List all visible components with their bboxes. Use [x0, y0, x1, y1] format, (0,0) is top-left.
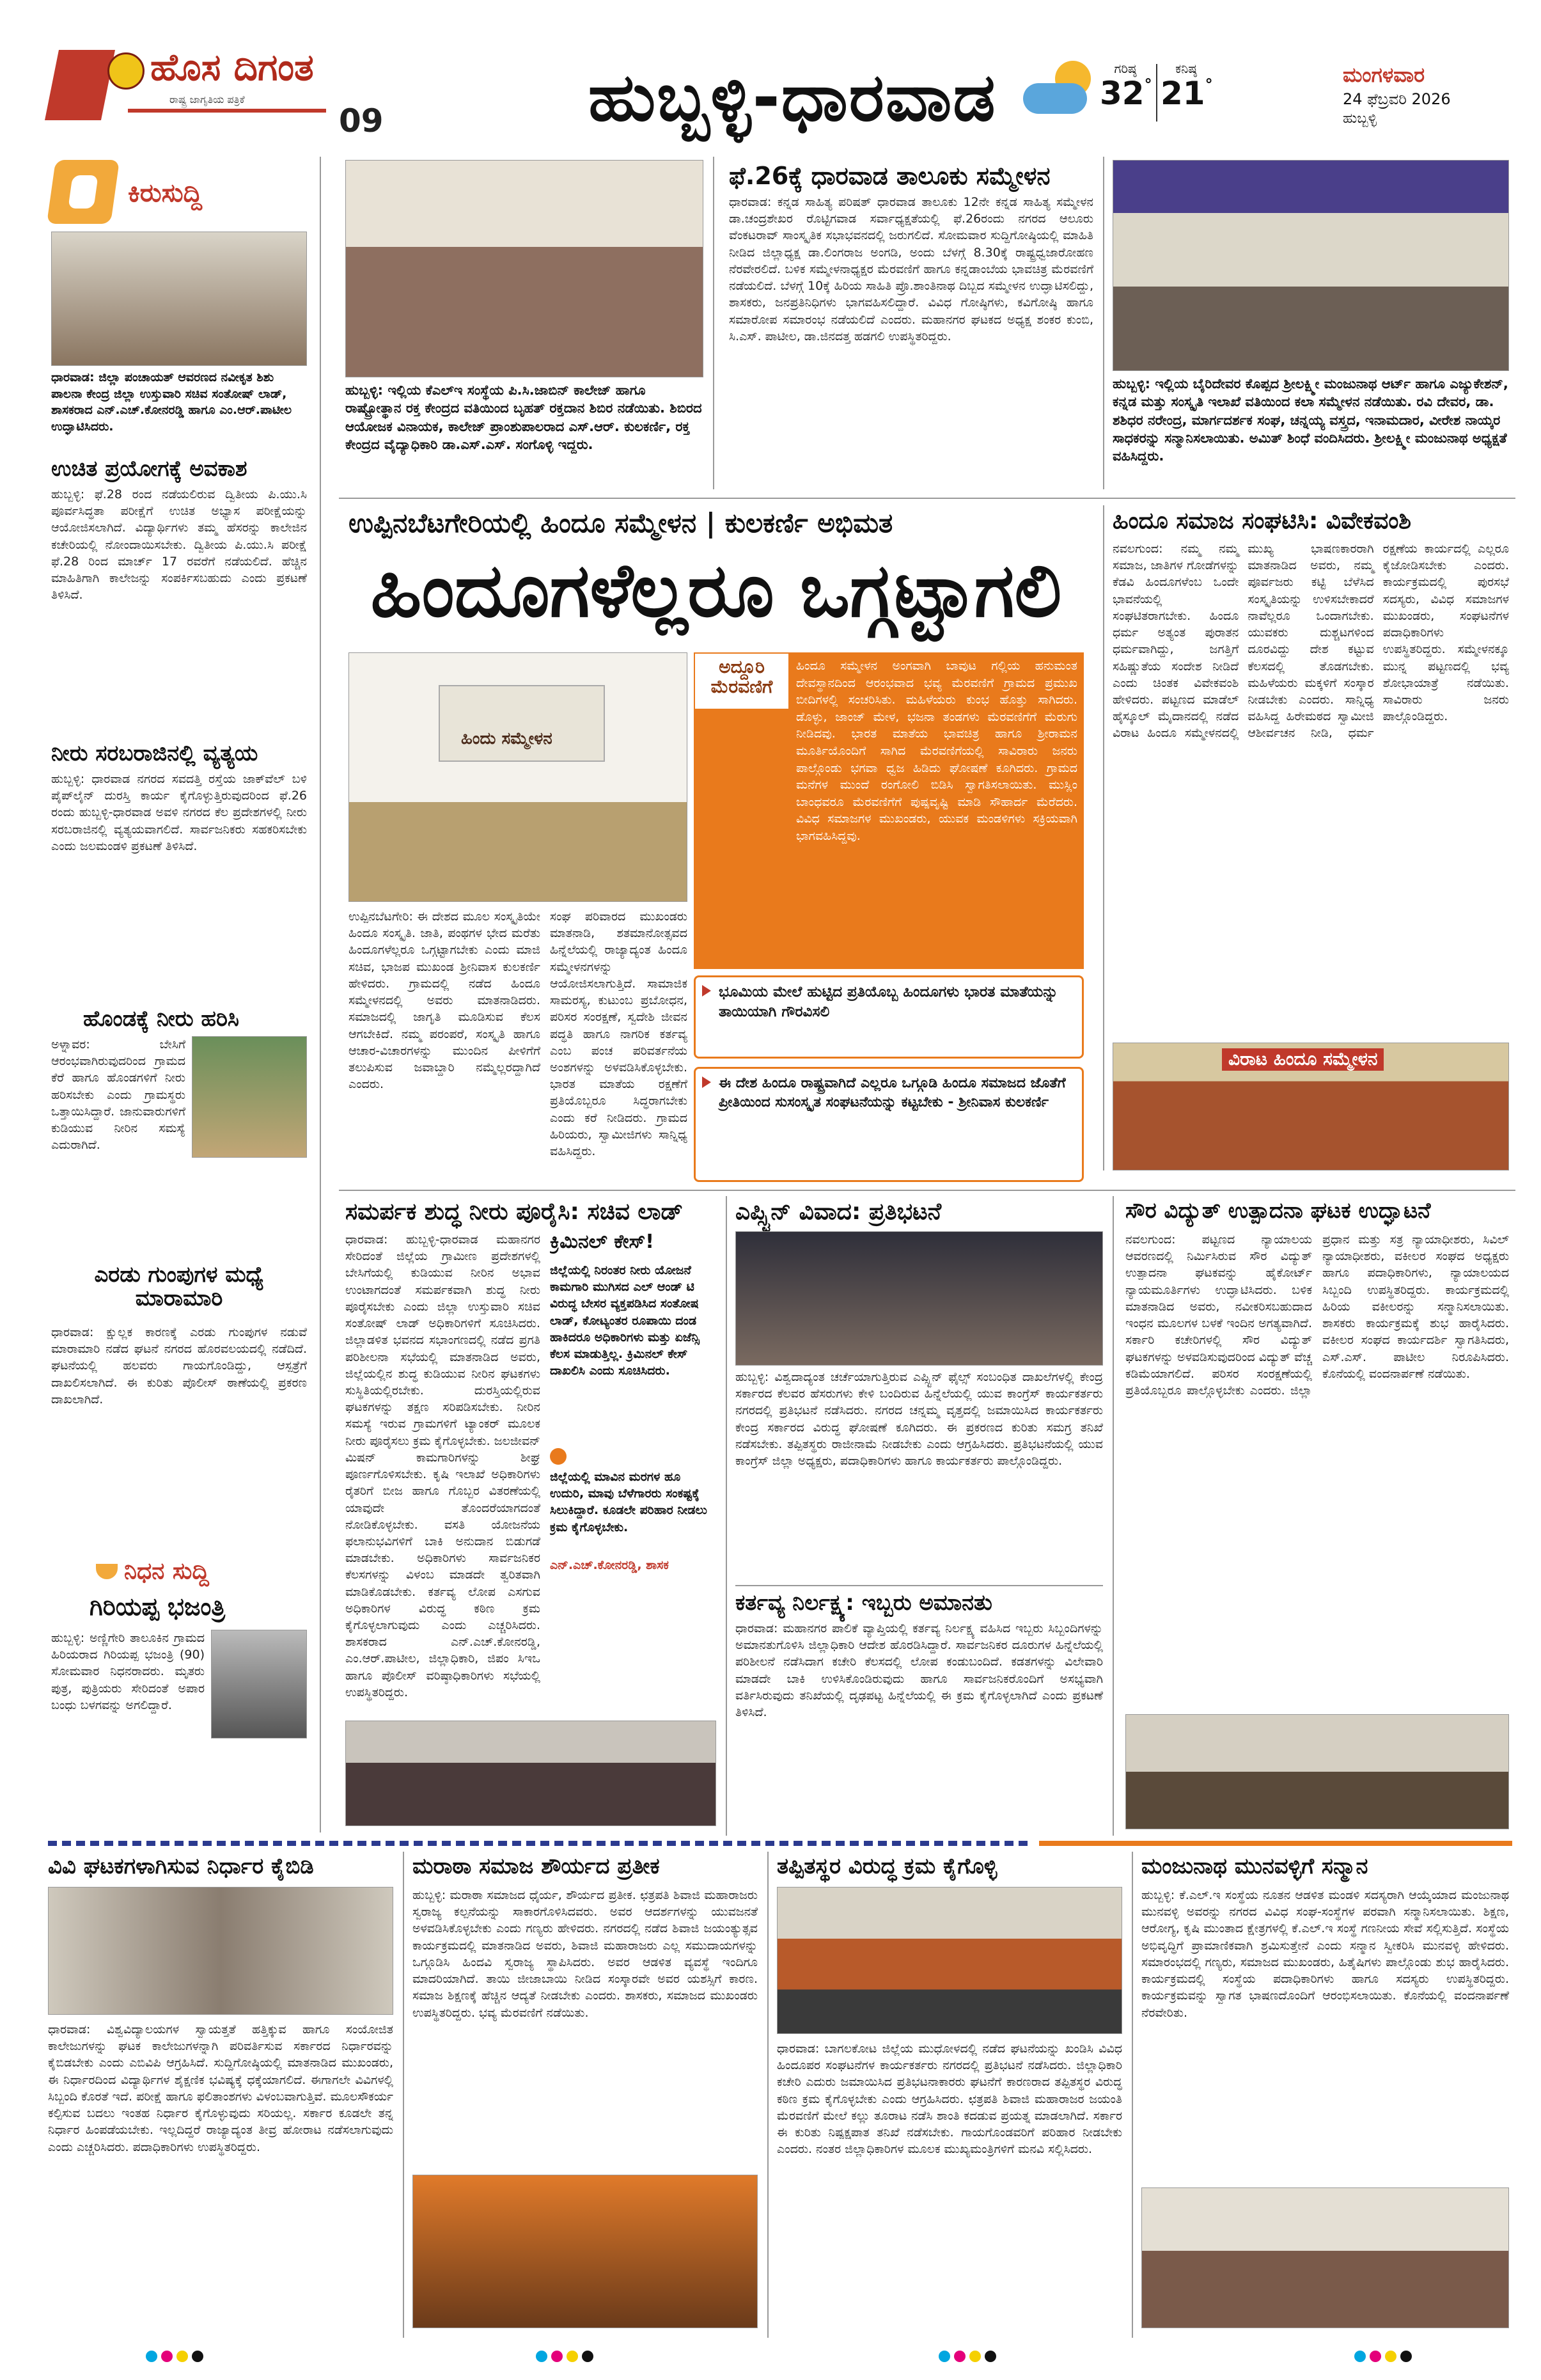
- quote-2-text: ಈ ದೇಶ ಹಿಂದೂ ರಾಷ್ಟ್ರವಾಗಿದೆ ಎಲ್ಲರೂ ಒಗ್ಗೂಡಿ ಹಿಂದೂ ಸಮಾಜದ ಜೊತೆಗೆ ಪ್ರೀತಿಯಿಂದ ಸುಸಂಸ್ಕೃತ ಸಂಘಟನೆಯನ್ನು ಕಟ್ಟಬೇಕು - ಶ್ರೀನಿವಾಸ ಕುಲಕರ್ಣಿ: [719, 1075, 1066, 1110]
- lead-body-a: ಉಪ್ಪಿನಬೆಟಗೇರಿ: ಈ ದೇಶದ ಮೂಲ ಸಂಸ್ಕೃತಿಯೇ ಹಿಂದೂ ಸಂಸ್ಕೃತಿ. ಜಾತಿ, ಪಂಥಗಳ ಭೇದ ಮರೆತು ಹಿಂದೂಗಳೆಲ್ಲರೂ ಒಗ್ಗಟ್ಟಾಗಬೇಕು ಎಂದು ಮಾಜಿ ಸಚಿವ, ಭಾಜಪ ಮುಖಂಡ ಶ್ರೀನಿವಾಸ ಕುಲಕರ್ಣಿ ಹೇಳಿದರು. ಗ್ರಾಮದಲ್ಲಿ ನಡೆದ ಹಿಂದೂ ಸಮ್ಮೇಳನದಲ್ಲಿ ಅವರು ಮಾತನಾಡಿದರು. ಸಮಾಜದಲ್ಲಿ ಜಾಗೃತಿ ಮೂಡಿಸುವ ಕೆಲಸ ಆಗಬೇಕಿದೆ. ನಮ್ಮ ಪರಂಪರೆ, ಸಂಸ್ಕೃತಿ ಹಾಗೂ ಆಚಾರ-ವಿಚಾರಗಳನ್ನು ಮುಂದಿನ ಪೀಳಿಗೆಗೆ ತಲುಪಿಸುವ ಜವಾಬ್ದಾರಿ ನಮ್ಮೆಲ್ಲರದ್ದಾಗಿದೆ ಎಂದರು.: [348, 910, 540, 1092]
- left-s3-body: ಅಳ್ನಾವರ: ಬೇಸಿಗೆ ಆರಂಭವಾಗಿರುವುದರಿಂದ ಗ್ರಾಮದ ಕೆರೆ ಹಾಗೂ ಹೊಂಡಗಳಿಗೆ ನೀರು ಹರಿಸಬೇಕು ಎಂದು ಗ್ರಾಮಸ್ಥರು ಒತ್ತಾಯಿಸಿದ್ದಾರೆ. ಜಾನುವಾರುಗಳಿಗೆ ಕುಡಿಯುವ ನೀರಿನ ಸಮಸ್ಯೆ ಎದುರಾಗಿದೆ.: [51, 1037, 185, 1153]
- epstein-head: ಎಪ್ಸ್ಟಿನ್ ವಿವಾದ: ಪ್ರತಿಭಟನೆ: [735, 1199, 942, 1225]
- quote-marker-icon: [702, 985, 711, 997]
- sun-cloud-icon: [1023, 61, 1093, 125]
- left-s3-head: ಹೊಂಡಕ್ಕೆ ನೀರು ಹರಿಸಿ: [83, 1006, 239, 1032]
- top-c1-caption: ಹುಬ್ಬಳ್ಳಿ: ಇಲ್ಲಿಯ ಕೆಎಲ್‌ಇ ಸಂಸ್ಥೆಯ ಪಿ.ಸಿ.ಜಾಬಿನ್ ಕಾಲೇಜ್ ಹಾಗೂ ರಾಷ್ಟ್ರೋತ್ಥಾನ ರಕ್ತ ಕೇಂದ್ರದ ವತಿಯಿಂದ ಬೃಹತ್ ರಕ್ತದಾನ ಶಿಬಿರ ನಡೆಯಿತು. ಶಿಬಿರದ ಆಯೋಜಕ ವಿನಾಯಕ, ಕಾಲೇಜ್ ಪ್ರಾಂಶುಪಾಲರಾದ ಎಸ್.ಆರ್. ಕುಲಕರ್ಣಿ, ರಕ್ತ ಕೇಂದ್ರದ ವೈದ್ಯಾಧಿಕಾರಿ ಡಾ.ಎಸ್.ಎಸ್. ಸಂಗೊಳ್ಳಿ ಇದ್ದರು.: [345, 382, 702, 453]
- top-c3-photo: [1113, 160, 1509, 371]
- quote-box-2: [694, 1067, 1084, 1182]
- nidhana-body: ಹುಬ್ಬಳ್ಳಿ: ಅಣ್ಣಿಗೇರಿ ತಾಲೂಕಿನ ಗ್ರಾಮದ ಹಿರಿಯರಾದ ಗಿರಿಯಪ್ಪ ಭಜಂತ್ರಿ (90) ಸೋಮವಾರ ನಿಧನರಾದರು. ಮೃತರು ಪುತ್ರ, ಪುತ್ರಿಯರು ಸೇರಿದಂತೆ ಅಪಾರ ಬಂಧು ಬಳಗವನ್ನು ಅಗಲಿದ್ದಾರೆ.: [51, 1631, 205, 1712]
- vivek-body: ನವಲಗುಂದ: ನಮ್ಮ ನಮ್ಮ ಸಮಾಜ, ಜಾತಿಗಳ ಗೋಡೆಗಳನ್ನು ಕೆಡವಿ ಹಿಂದೂಗಳೆಂಬ ಒಂದೇ ಭಾವನೆಯಲ್ಲಿ ಸಂಘಟಿತರಾಗಬೇಕು. ಹಿಂದೂ ಧರ್ಮ ಅತ್ಯಂತ ಪುರಾತನ ಧರ್ಮವಾಗಿದ್ದು, ಜಗತ್ತಿಗೆ ಸಹಿಷ್ಣುತೆಯ ಸಂದೇಶ ನೀಡಿದೆ ಎಂದು ಚಿಂತಕ ವಿವೇಕವಂಶಿ ಹೇಳಿದರು. ಪಟ್ಟಣದ ಮಾಡೆಲ್ ಹೈಸ್ಕೂಲ್ ಮೈದಾನದಲ್ಲಿ ನಡೆದ ವಿರಾಟ ಹಿಂದೂ ಸಮ್ಮೇಳನದಲ್ಲಿ ಮುಖ್ಯ ಭಾಷಣಕಾರರಾಗಿ ಮಾತನಾಡಿದ ಅವರು, ನಮ್ಮ ಪೂರ್ವಜರು ಕಟ್ಟಿ ಬೆಳೆಸಿದ ಸಂಸ್ಕೃತಿಯನ್ನು ಉಳಿಸಬೇಕಾದರೆ ನಾವೆಲ್ಲರೂ ಒಂದಾಗಬೇಕು. ಯುವಕರು ದುಶ್ಚಟಗಳಿಂದ ದೂರವಿದ್ದು ದೇಶ ಕಟ್ಟುವ ಕೆಲಸದಲ್ಲಿ ತೊಡಗಬೇಕು. ಮಹಿಳೆಯರು ಮಕ್ಕಳಿಗೆ ಸಂಸ್ಕಾರ ನೀಡಬೇಕು ಎಂದರು. ಸಾನ್ನಿಧ್ಯ ವಹಿಸಿದ್ದ ಹಿರೇಮಠದ ಸ್ವಾಮೀಜಿ ಆಶೀರ್ವಚನ ನೀಡಿ, ಧರ್ಮ ರಕ್ಷಣೆಯ ಕಾರ್ಯದಲ್ಲಿ ಎಲ್ಲರೂ ಕೈಜೋಡಿಸಬೇಕು ಎಂದರು. ಕಾರ್ಯಕ್ರಮದಲ್ಲಿ ಪುರಸಭೆ ಸದಸ್ಯರು, ವಿವಿಧ ಸಮಾಜಗಳ ಮುಖಂಡರು, ಸಂಘಟನೆಗಳ ಪದಾಧಿಕಾರಿಗಳು ಉಪಸ್ಥಿತರಿದ್ದರು. ಸಮ್ಮೇಳನಕ್ಕೂ ಮುನ್ನ ಪಟ್ಟಣದಲ್ಲಿ ಭವ್ಯ ಶೋಭಾಯಾತ್ರೆ ನಡೆಯಿತು. ಸಾವಿರಾರು ಜನರು ಪಾಲ್ಗೊಂಡಿದ್ದರು.: [1113, 542, 1509, 741]
- min-temp: ಕನಿಷ್ಠ 21°: [1161, 61, 1213, 112]
- bottom-b2: ಹುಬ್ಬಳ್ಳಿ: ಮರಾಠಾ ಸಮಾಜದ ಧೈರ್ಯ, ಶೌರ್ಯದ ಪ್ರತೀಕ. ಛತ್ರಪತಿ ಶಿವಾಜಿ ಮಹಾರಾಜರು ಸ್ವರಾಜ್ಯ ಕಲ್ಪನೆಯನ್ನು ಸಾಕಾರಗೊಳಿಸಿದವರು. ಅವರ ಆದರ್ಶಗಳನ್ನು ಯುವಜನತೆ ಅಳವಡಿಸಿಕೊಳ್ಳಬೇಕು ಎಂದು ಗಣ್ಯರು ಹೇಳಿದರು. ನಗರದಲ್ಲಿ ನಡೆದ ಶಿವಾಜಿ ಜಯಂತ್ಯುತ್ಸವ ಕಾರ್ಯಕ್ರಮದಲ್ಲಿ ಮಾತನಾಡಿದ ಅವರು, ಶಿವಾಜಿ ಮಹಾರಾಜರು ಎಲ್ಲ ಸಮುದಾಯಗಳನ್ನು ಒಗ್ಗೂಡಿಸಿ ಹಿಂದವಿ ಸ್ವರಾಜ್ಯ ಸ್ಥಾಪಿಸಿದರು. ಅವರ ಆಡಳಿತ ವ್ಯವಸ್ಥೆ ಇಂದಿಗೂ ಮಾದರಿಯಾಗಿದೆ. ತಾಯಿ ಜೀಜಾಬಾಯಿ ನೀಡಿದ ಸಂಸ್ಕಾರವೇ ಅವರ ಯಶಸ್ಸಿಗೆ ಕಾರಣ. ಸಮಾಜ ಶಿಕ್ಷಣಕ್ಕೆ ಹೆಚ್ಚಿನ ಆದ್ಯತೆ ನೀಡಬೇಕು ಎಂದರು. ಶಾಸಕರು, ಸಮಾಜದ ಮುಖಂಡರು ಉಪಸ್ಥಿತರಿದ್ದರು. ಭವ್ಯ ಮೆರವಣಿಗೆ ನಡೆಯಿತು.: [412, 1888, 758, 2020]
- finger-icon: [47, 160, 120, 224]
- nidhana-badge: ನಿಧನ ಸುದ್ದಿ: [96, 1557, 307, 1589]
- bottom-photo-3: [777, 1887, 1122, 2034]
- mango-body: ಜಿಲ್ಲೆಯಲ್ಲಿ ಮಾವಿನ ಮರಗಳ ಹೂ ಉದುರಿ, ಮಾವು ಬೆಳೆಗಾರರು ಸಂಕಷ್ಟಕ್ಕೆ ಸಿಲುಕಿದ್ದಾರೆ. ಕೂಡಲೇ ಪರಿಹಾರ ನೀಡಲು ಕ್ರಮ ಕೈಗೊಳ್ಳಬೇಕು.: [550, 1470, 707, 1534]
- mango-icon: [550, 1448, 567, 1465]
- mango-box: [550, 1446, 716, 1580]
- kirusuddi-label: ಕಿರುಸುದ್ದಿ: [128, 178, 203, 208]
- lamp-icon: [96, 1564, 118, 1579]
- left-photo-caption: ಧಾರವಾಡ: ಜಿಲ್ಲಾ ಪಂಚಾಯತ್ ಆವರಣದ ನವೀಕೃತ ಶಿಶು ಪಾಲನಾ ಕೇಂದ್ರ ಜಿಲ್ಲಾ ಉಸ್ತುವಾರಿ ಸಚಿವ ಸಂತೋಷ್ ಲಾಡ್, ಶಾಸಕರಾದ ಎನ್.ಎಚ್.ಕೋನರಡ್ಡಿ ಹಾಗೂ ಎಂ.ಆರ್.ಪಾಟೀಲ ಉದ್ಘಾಟಿಸಿದರು.: [51, 370, 292, 434]
- left-s4-head: ಎರಡು ಗುಂಪುಗಳ ಮಧ್ಯೆ ಮಾರಾಮಾರಿ: [94, 1262, 264, 1312]
- top-c2-head: ಫೆ.26ಕ್ಕೆ ಧಾರವಾಡ ತಾಲೂಕು ಸಮ್ಮೇಳನ: [729, 162, 1051, 190]
- nidhana-name: ಗಿರಿಯಪ್ಪ ಭಜಂತ್ರಿ: [90, 1593, 226, 1621]
- procession-label: ಅದ್ದೂರಿ ಮೆರವಣಿಗೆ: [710, 656, 773, 697]
- vivek-banner: ವಿರಾಟ ಹಿಂದೂ ಸಮ್ಮೇಳನ: [1222, 1048, 1384, 1071]
- epstein-body: ಹುಬ್ಬಳ್ಳಿ: ವಿಶ್ವದಾದ್ಯಂತ ಚರ್ಚೆಯಾಗುತ್ತಿರುವ ಎಪ್ಸ್ಟಿನ್ ಫೈಲ್ಸ್ ಸಂಬಂಧಿತ ದಾಖಲೆಗಳಲ್ಲಿ ಕೇಂದ್ರ ಸರ್ಕಾರದ ಕೆಲವರ ಹೆಸರುಗಳು ಕೇಳಿ ಬಂದಿರುವ ಹಿನ್ನೆಲೆಯಲ್ಲಿ ಯುವ ಕಾಂಗ್ರೆಸ್ ಕಾರ್ಯಕರ್ತರು ನಗರದಲ್ಲಿ ಪ್ರತಿಭಟನೆ ನಡೆಸಿದರು. ನಗರದ ಚನ್ನಮ್ಮ ವೃತ್ತದಲ್ಲಿ ಜಮಾಯಿಸಿದ ಕಾರ್ಯಕರ್ತರು ಕೇಂದ್ರ ಸರ್ಕಾರದ ವಿರುದ್ಧ ಘೋಷಣೆ ಕೂಗಿದರು. ಈ ಪ್ರಕರಣದ ಕುರಿತು ಸಮಗ್ರ ತನಿಖೆ ನಡೆಸಬೇಕು. ತಪ್ಪಿತಸ್ಥರು ರಾಜೀನಾಮೆ ನೀಡಬೇಕು ಎಂದು ಆಗ್ರಹಿಸಿದರು. ಪ್ರತಿಭಟನೆಯಲ್ಲಿ ಯುವ ಕಾಂಗ್ರೆಸ್ ಜಿಲ್ಲಾ ಅಧ್ಯಕ್ಷರು, ಪದಾಧಿಕಾರಿಗಳು ಹಾಗೂ ಕಾರ್ಯಕರ್ತರು ಪಾಲ್ಗೊಂಡಿದ್ದರು.: [735, 1370, 1103, 1469]
- bottom-photo-2: [412, 2175, 758, 2328]
- lead-body-b: ಸಂಘ ಪರಿವಾರದ ಮುಖಂಡರು ಮಾತನಾಡಿ, ಶತಮಾನೋತ್ಸವದ ಹಿನ್ನೆಲೆಯಲ್ಲಿ ರಾಜ್ಯಾದ್ಯಂತ ಹಿಂದೂ ಸಮ್ಮೇಳನಗಳನ್ನು ಆಯೋಜಿಸಲಾಗುತ್ತಿದೆ. ಸಾಮಾಜಿಕ ಸಾಮರಸ್ಯ, ಕುಟುಂಬ ಪ್ರಬೋಧನ, ಪರಿಸರ ಸಂರಕ್ಷಣೆ, ಸ್ವದೇಶಿ ಜೀವನ ಪದ್ಧತಿ ಹಾಗೂ ನಾಗರಿಕ ಕರ್ತವ್ಯ ಎಂಬ ಪಂಚ ಪರಿವರ್ತನೆಯ ಅಂಶಗಳನ್ನು ಅಳವಡಿಸಿಕೊಳ್ಳಬೇಕು. ಭಾರತ ಮಾತೆಯ ರಕ್ಷಣೆಗೆ ಪ್ರತಿಯೊಬ್ಬರೂ ಸಿದ್ಧರಾಗಬೇಕು ಎಂದು ಕರೆ ನೀಡಿದರು. ಗ್ರಾಮದ ಹಿರಿಯರು, ಸ್ವಾಮೀಜಿಗಳು ಸಾನ್ನಿಧ್ಯ ವಹಿಸಿದ್ದರು.: [550, 910, 687, 1159]
- left-s2-head: ನೀರು ಸರಬರಾಜಿನಲ್ಲಿ ವ್ಯತ್ಯಯ: [51, 741, 258, 766]
- logo-text: ಹೊಸ ದಿಗಂತ: [150, 45, 314, 89]
- procession-body: ಹಿಂದೂ ಸಮ್ಮೇಳನ ಅಂಗವಾಗಿ ಬಾವುಟ ಗಲ್ಲಿಯ ಹನುಮಂತ ದೇವಸ್ಥಾನದಿಂದ ಆರಂಭವಾದ ಭವ್ಯ ಮೆರವಣಿಗೆ ಗ್ರಾಮದ ಪ್ರಮುಖ ಬೀದಿಗಳಲ್ಲಿ ಸಂಚರಿಸಿತು. ಮಹಿಳೆಯರು ಕುಂಭ ಹೊತ್ತು ಸಾಗಿದರು. ಡೊಳ್ಳು, ಜಾಂಜ್ ಮೇಳ, ಭಜನಾ ತಂಡಗಳು ಮೆರವಣಿಗೆಗೆ ಮೆರುಗು ನೀಡಿದವು. ಭಾರತ ಮಾತೆಯ ಭಾವಚಿತ್ರ ಹಾಗೂ ಶ್ರೀರಾಮನ ಮೂರ್ತಿಯೊಂದಿಗೆ ಸಾಗಿದ ಮೆರವಣಿಗೆಯಲ್ಲಿ ಸಾವಿರಾರು ಜನರು ಪಾಲ್ಗೊಂಡು ಭಗವಾ ಧ್ವಜ ಹಿಡಿದು ಘೋಷಣೆ ಕೂಗಿದರು. ಗ್ರಾಮದ ಮನೆಗಳ ಮುಂದೆ ರಂಗೋಲಿ ಬಿಡಿಸಿ ಸ್ವಾಗತಿಸಲಾಯಿತು. ಮುಸ್ಲಿಂ ಬಾಂಧವರೂ ಮೆರವಣಿಗೆಗೆ ಪುಷ್ಪವೃಷ್ಟಿ ಮಾಡಿ ಸೌಹಾರ್ದ ಮೆರೆದರು. ವಿವಿಧ ಸಮಾಜಗಳ ಮುಖಂಡರು, ಯುವಕ ಮಂಡಳಿಗಳು ಸಕ್ರಿಯವಾಗಿ ಭಾಗವಹಿಸಿದ್ದವು.: [796, 659, 1077, 843]
- bottom-divider: [48, 1841, 1033, 1846]
- solar-body: ನವಲಗುಂದ: ಪಟ್ಟಣದ ನ್ಯಾಯಾಲಯ ಆವರಣದಲ್ಲಿ ನಿರ್ಮಿಸಿರುವ ಸೌರ ವಿದ್ಯುತ್ ಉತ್ಪಾದನಾ ಘಟಕವನ್ನು ಹೈಕೋರ್ಟ್ ನ್ಯಾಯಮೂರ್ತಿಗಳು ಉದ್ಘಾಟಿಸಿದರು. ಬಳಿಕ ಮಾತನಾಡಿದ ಅವರು, ನವೀಕರಿಸಬಹುದಾದ ಇಂಧನ ಮೂಲಗಳ ಬಳಕೆ ಇಂದಿನ ಅಗತ್ಯವಾಗಿದೆ. ಸರ್ಕಾರಿ ಕಚೇರಿಗಳಲ್ಲಿ ಸೌರ ವಿದ್ಯುತ್ ಘಟಕಗಳನ್ನು ಅಳವಡಿಸುವುದರಿಂದ ವಿದ್ಯುತ್ ವೆಚ್ಚ ಕಡಿಮೆಯಾಗಲಿದೆ. ಪರಿಸರ ಸಂರಕ್ಷಣೆಯಲ್ಲಿ ಪ್ರತಿಯೊಬ್ಬರೂ ಪಾಲ್ಗೊಳ್ಳಬೇಕು ಎಂದರು. ಜಿಲ್ಲಾ ಪ್ರಧಾನ ಮತ್ತು ಸತ್ರ ನ್ಯಾಯಾಧೀಶರು, ಸಿವಿಲ್ ನ್ಯಾಯಾಧೀಶರು, ವಕೀಲರ ಸಂಘದ ಅಧ್ಯಕ್ಷರು ಹಾಗೂ ಪದಾಧಿಕಾರಿಗಳು, ನ್ಯಾಯಾಲಯದ ಸಿಬ್ಬಂದಿ ಉಪಸ್ಥಿತರಿದ್ದರು. ಕಾರ್ಯಕ್ರಮದಲ್ಲಿ ಹಿರಿಯ ವಕೀಲರನ್ನು ಸನ್ಮಾನಿಸಲಾಯಿತು. ಶಾಸಕರು ಕಾರ್ಯಕ್ರಮಕ್ಕೆ ಶುಭ ಹಾರೈಸಿದರು. ವಕೀಲರ ಸಂಘದ ಕಾರ್ಯದರ್ಶಿ ಸ್ವಾಗತಿಸಿದರು, ಎಸ್.ಎಸ್. ಪಾಟೀಲ ನಿರೂಪಿಸಿದರು. ಕೊನೆಯಲ್ಲಿ ವಂದನಾರ್ಪಣೆ ನಡೆಯಿತು.: [1125, 1233, 1509, 1398]
- kirusuddi-badge: [51, 160, 262, 224]
- registration-marks: [0, 2351, 1541, 2370]
- top-c3-caption: ಹುಬ್ಬಳ್ಳಿ: ಇಲ್ಲಿಯ ಬೈರಿದೇವರ ಕೊಪ್ಪದ ಶ್ರೀಲಕ್ಷ್ಮೀ ಮಂಜುನಾಥ ಆರ್ಟ್ ಹಾಗೂ ಎಜ್ಯುಕೇಶನ್, ಕನ್ನಡ ಮತ್ತು ಸಂಸ್ಕೃತಿ ಇಲಾಖೆ ವತಿಯಿಂದ ಕಲಾ ಸಮ್ಮೇಳನ ನಡೆಯಿತು. ರವಿ ದೇವರ, ಡಾ. ಶಶಿಧರ ನರೇಂದ್ರ, ಮಾರ್ಗದರ್ಶಕ ಸಂಘ, ಚನ್ನಯ್ಯ ವಸ್ತ್ರದ, ಇನಾಮದಾರ, ವೀರೇಶ ನಾಯ್ಕರ ಸಾಧಕರನ್ನು ಸನ್ಮಾನಿಸಲಾಯಿತು. ಅಮಿತ್ ಶಿಂಧೆ ವಂದಿಸಿದರು. ಶ್ರೀಲಕ್ಷ್ಮೀ ಮಂಜುನಾಥ ಅಧ್ಯಕ್ಷತೆ ವಹಿಸಿದ್ದರು.: [1113, 376, 1508, 464]
- left-s1-body: ಹುಬ್ಬಳ್ಳಿ: ಫೆ.28 ರಂದ ನಡೆಯಲಿರುವ ದ್ವಿತೀಯ ಪಿ.ಯು.ಸಿ ಪೂರ್ವಸಿದ್ಧತಾ ಪರೀಕ್ಷೆಗೆ ಉಚಿತ ಅಭ್ಯಾಸ ಪರೀಕ್ಷೆಯನ್ನು ಆಯೋಜಿಸಲಾಗಿದೆ. ವಿದ್ಯಾರ್ಥಿಗಳು ತಮ್ಮ ಹೆಸರನ್ನು ಕಾಲೇಜಿನ ಕಚೇರಿಯಲ್ಲಿ ನೋಂದಾಯಿಸಬೇಕು. ದ್ವಿತೀಯ ಪಿ.ಯು.ಸಿ ಪರೀಕ್ಷೆ ಫೆ.28 ರಿಂದ ಮಾರ್ಚ್ 17 ರವರೆಗೆ ನಡೆಯಲಿದೆ. ಹೆಚ್ಚಿನ ಮಾಹಿತಿಗಾಗಿ ಕಾಲೇಜನ್ನು ಸಂಪರ್ಕಿಸಬಹುದು ಎಂದು ಪ್ರಕಟಣೆ ತಿಳಿಸಿದೆ.: [51, 487, 307, 603]
- top-c2-body: ಧಾರವಾಡ: ಕನ್ನಡ ಸಾಹಿತ್ಯ ಪರಿಷತ್ ಧಾರವಾಡ ತಾಲೂಕು 12ನೇ ಕನ್ನಡ ಸಾಹಿತ್ಯ ಸಮ್ಮೇಳನ ಡಾ.ಚಂದ್ರಶೇಖರ ರೊಟ್ಟಿಗವಾಡ ಸರ್ವಾಧ್ಯಕ್ಷತೆಯಲ್ಲಿ ಫೆ.26ರಂದು ನಗರದ ಆಲೂರು ವೆಂಕಟರಾವ್ ಸಾಂಸ್ಕೃತಿಕ ಸಭಾಭವನದಲ್ಲಿ ಜರುಗಲಿದೆ. ಸೋಮವಾರ ಸುದ್ದಿಗೋಷ್ಠಿಯಲ್ಲಿ ಮಾಹಿತಿ ನೀಡಿದ ಜಿಲ್ಲಾಧ್ಯಕ್ಷ ಡಾ.ಲಿಂಗರಾಜ ಅಂಗಡಿ, ಅಂದು ಬೆಳಗ್ಗೆ 8.30ಕ್ಕೆ ರಾಷ್ಟ್ರಧ್ವಜಾರೋಹಣ ನೆರವೇರಲಿದೆ. ಬಳಿಕ ಸಮ್ಮೇಳನಾಧ್ಯಕ್ಷರ ಮೆರವಣಿಗೆ ಹಾಗೂ ಕನ್ನಡಾಂಬೆಯ ಭಾವಚಿತ್ರ ಮೆರವಣಿಗೆ ನಡೆಯಲಿದೆ. ಬೆಳಗ್ಗೆ 10ಕ್ಕೆ ಹಿರಿಯ ಸಾಹಿತಿ ಪ್ರೊ.ಶಾಂತಿನಾಥ ದಿಬ್ಬದ ಸಮ್ಮೇಳನ ಉದ್ಘಾಟಿಸಲಿದ್ದು, ಶಾಸಕರು, ಜನಪ್ರತಿನಿಧಿಗಳು ಭಾಗವಹಿಸಲಿದ್ದಾರೆ. ವಿವಿಧ ಗೋಷ್ಠಿಗಳು, ಕವಿಗೋಷ್ಠಿ ಹಾಗೂ ಸಮಾರೋಪ ಸಮಾರಂಭ ನಡೆಯಲಿದೆ ಎಂದರು. ಮಹಾನಗರ ಘಟಕದ ಅಧ್ಯಕ್ಷ ಶಂಕರ ಕುಂಬಿ, ಸಿ.ಎಸ್. ಪಾಟೀಲ, ಡಾ.ಜಿನದತ್ತ ಹಡಗಲಿ ಉಪಸ್ಥಿತರಿದ್ದರು.: [729, 195, 1093, 343]
- lead-kicker: ಉಪ್ಪಿನಬೆಟಗೇರಿಯಲ್ಲಿ ಹಿಂದೂ ಸಮ್ಮೇಳನ | ಕುಲಕರ್ಣಿ ಅಭಿಮತ: [348, 507, 893, 539]
- water-body-col-a: ಧಾರವಾಡ: ಹುಬ್ಬಳ್ಳಿ-ಧಾರವಾಡ ಮಹಾನಗರ ಸೇರಿದಂತೆ ಜಿಲ್ಲೆಯ ಗ್ರಾಮೀಣ ಪ್ರದೇಶಗಳಲ್ಲಿ ಬೇಸಿಗೆಯಲ್ಲಿ ಕುಡಿಯುವ ನೀರಿನ ಅಭಾವ ಉಂಟಾಗದಂತೆ ಸಮರ್ಪಕವಾಗಿ ಶುದ್ಧ ನೀರು ಪೂರೈಸಬೇಕು ಎಂದು ಜಿಲ್ಲಾ ಉಸ್ತುವಾರಿ ಸಚಿವ ಸಂತೋಷ್ ಲಾಡ್ ಅಧಿಕಾರಿಗಳಿಗೆ ಸೂಚಿಸಿದರು. ಜಿಲ್ಲಾಡಳಿತ ಭವನದ ಸಭಾಂಗಣದಲ್ಲಿ ನಡೆದ ಪ್ರಗತಿ ಪರಿಶೀಲನಾ ಸಭೆಯಲ್ಲಿ ಮಾತನಾಡಿದ ಅವರು, ಜಿಲ್ಲೆಯಲ್ಲಿನ ಶುದ್ಧ ಕುಡಿಯುವ ನೀರಿನ ಘಟಕಗಳು ಸುಸ್ಥಿತಿಯಲ್ಲಿರಬೇಕು. ದುರಸ್ತಿಯಲ್ಲಿರುವ ಘಟಕಗಳನ್ನು ತಕ್ಷಣ ಸರಿಪಡಿಸಬೇಕು. ನೀರಿನ ಸಮಸ್ಯೆ ಇರುವ ಗ್ರಾಮಗಳಿಗೆ ಟ್ಯಾಂಕರ್ ಮೂಲಕ ನೀರು ಪೂರೈಸಲು ಕ್ರಮ ಕೈಗೊಳ್ಳಬೇಕು. ಜಲಜೀವನ್ ಮಿಷನ್ ಕಾಮಗಾರಿಗಳನ್ನು ಶೀಘ್ರ ಪೂರ್ಣಗೊಳಿಸಬೇಕು. ಕೃಷಿ ಇಲಾಖೆ ಅಧಿಕಾರಿಗಳು ರೈತರಿಗೆ ಬೀಜ ಹಾಗೂ ಗೊಬ್ಬರ ವಿತರಣೆಯಲ್ಲಿ ಯಾವುದೇ ತೊಂದರೆಯಾಗದಂತೆ ನೋಡಿಕೊಳ್ಳಬೇಕು. ವಸತಿ ಯೋಜನೆಯ ಫಲಾನುಭವಿಗಳಿಗೆ ಬಾಕಿ ಅನುದಾನ ಬಿಡುಗಡೆ ಮಾಡಬೇಕು. ಅಧಿಕಾರಿಗಳು ಸಾರ್ವಜನಿಕರ ಕೆಲಸಗಳನ್ನು ವಿಳಂಬ ಮಾಡದೇ ತ್ವರಿತವಾಗಿ ಮಾಡಿಕೊಡಬೇಕು. ಕರ್ತವ್ಯ ಲೋಪ ಎಸಗುವ ಅಧಿಕಾರಿಗಳ ವಿರುದ್ಧ ಕಠಿಣ ಕ್ರಮ ಕೈಗೊಳ್ಳಲಾಗುವುದು ಎಂದು ಎಚ್ಚರಿಸಿದರು. ಶಾಸಕರಾದ ಎನ್.ಎಚ್.ಕೋನರಡ್ಡಿ, ಎಂ.ಆರ್.ಪಾಟೀಲ, ಜಿಲ್ಲಾಧಿಕಾರಿ, ಜಿಪಂ ಸಿಇಒ ಹಾಗೂ ಪೊಲೀಸ್ ವರಿಷ್ಠಾಧಿಕಾರಿಗಳು ಸಭೆಯಲ್ಲಿ ಉಪಸ್ಥಿತರಿದ್ದರು.: [345, 1233, 540, 1699]
- quote-1-text: ಭೂಮಿಯ ಮೇಲೆ ಹುಟ್ಟಿದ ಪ್ರತಿಯೊಬ್ಬ ಹಿಂದೂಗಳು ಭಾರತ ಮಾತೆಯನ್ನು ತಾಯಿಯಾಗಿ ಗೌರವಿಸಲಿ: [719, 984, 1058, 1021]
- criminal-box: [550, 1231, 716, 1442]
- epstein-body-2: ಧಾರವಾಡ: ಮಹಾನಗರ ಪಾಲಿಕೆ ವ್ಯಾಪ್ತಿಯಲ್ಲಿ ಕರ್ತವ್ಯ ನಿರ್ಲಕ್ಷ್ಯ ವಹಿಸಿದ ಇಬ್ಬರು ಸಿಬ್ಬಂದಿಗಳನ್ನು ಅಮಾನತುಗೊಳಿಸಿ ಜಿಲ್ಲಾಧಿಕಾರಿ ಆದೇಶ ಹೊರಡಿಸಿದ್ದಾರೆ. ಸಾರ್ವಜನಿಕರ ದೂರುಗಳ ಹಿನ್ನೆಲೆಯಲ್ಲಿ ಪರಿಶೀಲನೆ ನಡೆಸಿದಾಗ ಕಚೇರಿ ಕೆಲಸದಲ್ಲಿ ಲೋಪ ಕಂಡುಬಂದಿದೆ. ಕಡತಗಳನ್ನು ವಿಲೇವಾರಿ ಮಾಡದೇ ಬಾಕಿ ಉಳಿಸಿಕೊಂಡಿರುವುದು ಹಾಗೂ ಸಾರ್ವಜನಿಕರೊಂದಿಗೆ ಅಸಭ್ಯವಾಗಿ ವರ್ತಿಸಿರುವುದು ತನಿಖೆಯಲ್ಲಿ ದೃಢಪಟ್ಟ ಹಿನ್ನೆಲೆಯಲ್ಲಿ ಈ ಕ್ರಮ ಕೈಗೊಳ್ಳಲಾಗಿದೆ ಎಂದು ಪ್ರಕಟಣೆ ತಿಳಿಸಿದೆ.: [735, 1621, 1103, 1720]
- bottom-b4: ಹುಬ್ಬಳ್ಳಿ: ಕೆ.ಎಲ್.ಇ ಸಂಸ್ಥೆಯ ನೂತನ ಆಡಳಿತ ಮಂಡಳಿ ಸದಸ್ಯರಾಗಿ ಆಯ್ಕೆಯಾದ ಮಂಜುನಾಥ ಮುನವಳ್ಳಿ ಅವರನ್ನು ನಗರದ ವಿವಿಧ ಸಂಘ-ಸಂಸ್ಥೆಗಳ ಪರವಾಗಿ ಸನ್ಮಾನಿಸಲಾಯಿತು. ಶಿಕ್ಷಣ, ಆರೋಗ್ಯ, ಕೃಷಿ ಮುಂತಾದ ಕ್ಷೇತ್ರಗಳಲ್ಲಿ ಕೆ.ಎಲ್.ಇ ಸಂಸ್ಥೆ ಗಣನೀಯ ಸೇವೆ ಸಲ್ಲಿಸುತ್ತಿದೆ. ಸಂಸ್ಥೆಯ ಅಭಿವೃದ್ಧಿಗೆ ಪ್ರಾಮಾಣಿಕವಾಗಿ ಶ್ರಮಿಸುತ್ತೇನೆ ಎಂದು ಸನ್ಮಾನ ಸ್ವೀಕರಿಸಿ ಮುನವಳ್ಳಿ ಹೇಳಿದರು. ಸಮಾರಂಭದಲ್ಲಿ ಗಣ್ಯರು, ಸಮಾಜದ ಮುಖಂಡರು, ಹಿತೈಷಿಗಳು ಪಾಲ್ಗೊಂಡು ಶುಭ ಹಾರೈಸಿದರು. ಕಾರ್ಯಕ್ರಮದಲ್ಲಿ ಸಂಸ್ಥೆಯ ಪದಾಧಿಕಾರಿಗಳು ಹಾಗೂ ಸದಸ್ಯರು ಉಪಸ್ಥಿತರಿದ್ದರು. ಕಾರ್ಯಕ್ರಮವನ್ನು ಸ್ವಾಗತ ಭಾಷಣದೊಂದಿಗೆ ಆರಂಭಿಸಲಾಯಿತು. ಕೊನೆಯಲ್ಲಿ ವಂದನಾರ್ಪಣೆ ನೆರವೇರಿತು.: [1141, 1888, 1509, 2020]
- criminal-body: ಜಿಲ್ಲೆಯಲ್ಲಿ ನಿರಂತರ ನೀರು ಯೋಜನೆ ಕಾಮಗಾರಿ ಮುಗಿಸದ ಎಲ್ ಆಂಡ್ ಟಿ ವಿರುದ್ಧ ಬೇಸರ ವ್ಯಕ್ತಪಡಿಸಿದ ಸಂತೋಷ ಲಾಡ್, ಕೋಟ್ಯಂತರ ರೂಪಾಯಿ ದಂಡ ಹಾಕಿದರೂ ಅಧಿಕಾರಿಗಳು ಮತ್ತು ಏಜೆನ್ಸಿ ಕೆಲಸ ಮಾಡುತ್ತಿಲ್ಲ. ಕ್ರಿಮಿನಲ್ ಕೇಸ್ ದಾಖಲಿಸಿ ಎಂದು ಸೂಚಿಸಿದರು.: [550, 1263, 700, 1378]
- procession-box: [694, 652, 1084, 969]
- left-s4-body: ಧಾರವಾಡ: ಕ್ಷುಲ್ಲಕ ಕಾರಣಕ್ಕೆ ಎರಡು ಗುಂಪುಗಳ ನಡುವೆ ಮಾರಾಮಾರಿ ನಡೆದ ಘಟನೆ ನಗರದ ಹೊರವಲಯದಲ್ಲಿ ನಡೆದಿದೆ. ಘಟನೆಯಲ್ಲಿ ಹಲವರು ಗಾಯಗೊಂಡಿದ್ದು, ಆಸ್ಪತ್ರೆಗೆ ದಾಖಲಿಸಲಾಗಿದೆ. ಈ ಕುರಿತು ಪೊಲೀಸ್ ಠಾಣೆಯಲ್ಲಿ ಪ್ರಕರಣ ದಾಖಲಾಗಿದೆ.: [51, 1325, 307, 1407]
- lead-banner-text: ಹಿಂದು ಸಮ್ಮೇಳನ: [461, 729, 552, 748]
- solar-head: ಸೌರ ವಿದ್ಯುತ್ ಉತ್ಪಾದನಾ ಘಟಕ ಉದ್ಘಾಟನೆ: [1125, 1198, 1431, 1224]
- nidhana-photo: [211, 1630, 307, 1738]
- bottom-h1: ವಿವಿ ಘಟಕಗಳಾಗಿಸುವ ನಿರ್ಧಾರ ಕೈಬಿಡಿ: [48, 1854, 314, 1879]
- page-number: 09: [339, 102, 384, 139]
- max-temp: ಗರಿಷ್ಠ 32°: [1100, 61, 1152, 112]
- bottom-photo-4: [1141, 2187, 1509, 2328]
- quote-marker-icon: [702, 1076, 711, 1088]
- lead-photo: [348, 652, 687, 902]
- bottom-divider-accent: [1039, 1841, 1512, 1846]
- epstein-photo: [735, 1231, 1103, 1366]
- bottom-h2: ಮರಾಠಾ ಸಮಾಜ ಶೌರ್ಯದ ಪ್ರತೀಕ: [412, 1854, 660, 1879]
- vivek-head: ಹಿಂದೂ ಸಮಾಜ ಸಂಘಟಿಸಿ: ವಿವೇಕವಂಶಿ: [1113, 508, 1412, 534]
- left-photo: [51, 232, 307, 366]
- water-photo: [345, 1721, 716, 1826]
- bottom-b3: ಧಾರವಾಡ: ಬಾಗಲಕೋಟ ಜಿಲ್ಲೆಯ ಮುಧೋಳದಲ್ಲಿ ನಡೆದ ಘಟನೆಯನ್ನು ಖಂಡಿಸಿ ವಿವಿಧ ಹಿಂದೂಪರ ಸಂಘಟನೆಗಳ ಕಾರ್ಯಕರ್ತರು ನಗರದಲ್ಲಿ ಪ್ರತಿಭಟನೆ ನಡೆಸಿದರು. ಜಿಲ್ಲಾಧಿಕಾರಿ ಕಚೇರಿ ಎದುರು ಜಮಾಯಿಸಿದ ಪ್ರತಿಭಟನಾಕಾರರು ಘಟನೆಗೆ ಕಾರಣರಾದ ತಪ್ಪಿತಸ್ಥರ ವಿರುದ್ಧ ಕಠಿಣ ಕ್ರಮ ಕೈಗೊಳ್ಳಬೇಕು ಎಂದು ಆಗ್ರಹಿಸಿದರು. ಛತ್ರಪತಿ ಶಿವಾಜಿ ಮಹಾರಾಜರ ಜಯಂತಿ ಮೆರವಣಿಗೆ ಮೇಲೆ ಕಲ್ಲು ತೂರಾಟ ನಡೆಸಿ ಶಾಂತಿ ಕದಡುವ ಪ್ರಯತ್ನ ಮಾಡಲಾಗಿದೆ. ಸರ್ಕಾರ ಈ ಕುರಿತು ನಿಷ್ಪಕ್ಷಪಾತ ತನಿಖೆ ನಡೆಸಬೇಕು. ಗಾಯಗೊಂಡವರಿಗೆ ಪರಿಹಾರ ನೀಡಬೇಕು ಎಂದರು. ನಂತರ ಜಿಲ್ಲಾಧಿಕಾರಿಗಳ ಮೂಲಕ ಮುಖ್ಯಮಂತ್ರಿಗಳಿಗೆ ಮನವಿ ಸಲ್ಲಿಸಿದರು.: [777, 2042, 1122, 2157]
- criminal-title: ಕ್ರಿಮಿನಲ್ ಕೇಸ್!: [550, 1231, 654, 1253]
- left-s2-body: ಹುಬ್ಬಳ್ಳಿ: ಧಾರವಾಡ ನಗರದ ಸವದತ್ತಿ ರಸ್ತೆಯ ಜಾಕ್‌ವೆಲ್ ಬಳಿ ಪೈಪ್‌ಲೈನ್ ದುರಸ್ತಿ ಕಾರ್ಯ ಕೈಗೊಳ್ಳುತ್ತಿರುವುದರಿಂದ ಫೆ.26 ರಂದು ಹುಬ್ಬಳ್ಳಿ-ಧಾರವಾಡ ಅವಳಿ ನಗರದ ಕೆಲ ಪ್ರದೇಶಗಳಲ್ಲಿ ನೀರು ಸರಬರಾಜಿನಲ್ಲಿ ವ್ಯತ್ಯಯವಾಗಲಿದೆ. ಸಾರ್ವಜನಿಕರು ಸಹಕರಿಸಬೇಕು ಎಂದು ಜಲಮಂಡಳಿ ಪ್ರಕಟಣೆ ತಿಳಿಸಿದೆ.: [51, 772, 307, 853]
- quote-box-1: [694, 975, 1084, 1059]
- top-c1-photo: [345, 160, 703, 377]
- logo-emblem-icon: [107, 52, 145, 90]
- left-s1-head: ಉಚಿತ ಪ್ರಯೋಗಕ್ಕೆ ಅವಕಾಶ: [51, 456, 247, 482]
- mango-credit: ಎನ್.ಎಚ್.ಕೋನರಡ್ಡಿ, ಶಾಸಕ: [550, 1558, 669, 1572]
- edition-title: ಹುಬ್ಬಳ್ಳಿ-ಧಾರವಾಡ: [588, 58, 997, 136]
- date-block: ಮಂಗಳವಾರ 24 ಫೆಬ್ರವರಿ 2026 ಹುಬ್ಬಳ್ಳಿ: [1343, 63, 1451, 127]
- left-s3-photo: [192, 1036, 307, 1158]
- bottom-h4: ಮಂಜುನಾಥ ಮುನವಳ್ಳಿಗೆ ಸನ್ಮಾನ: [1141, 1854, 1368, 1879]
- epstein-head-2: ಕರ್ತವ್ಯ ನಿರ್ಲಕ್ಷ್ಯ: ಇಬ್ಬರು ಅಮಾನತು: [735, 1590, 992, 1616]
- logo-tagline: ರಾಷ್ಟ್ರ ಜಾಗೃತಿಯ ಪತ್ರಿಕೆ: [169, 93, 245, 106]
- bottom-h3: ತಪ್ಪಿತಸ್ಥರ ವಿರುದ್ಧ ಕ್ರಮ ಕೈಗೊಳ್ಳಿ: [777, 1854, 997, 1879]
- lead-headline: ಹಿಂದೂಗಳೆಲ್ಲರೂ ಒಗ್ಗಟ್ಟಾಗಲಿ: [370, 548, 1062, 634]
- logo-block[interactable]: [45, 45, 403, 141]
- bottom-b1: ಧಾರವಾಡ: ವಿಶ್ವವಿದ್ಯಾಲಯಗಳ ಸ್ವಾಯತ್ತತೆ ಹತ್ತಿಕ್ಕುವ ಹಾಗೂ ಸಂಯೋಜಿತ ಕಾಲೇಜುಗಳನ್ನು ಘಟಕ ಕಾಲೇಜುಗಳನ್ನಾಗಿ ಪರಿವರ್ತಿಸುವ ಸರ್ಕಾರದ ನಿರ್ಧಾರವನ್ನು ಕೈಬಿಡಬೇಕು ಎಂದು ಎಬಿವಿಪಿ ಆಗ್ರಹಿಸಿದೆ. ಸುದ್ದಿಗೋಷ್ಠಿಯಲ್ಲಿ ಮಾತನಾಡಿದ ಮುಖಂಡರು, ಈ ನಿರ್ಧಾರದಿಂದ ವಿದ್ಯಾರ್ಥಿಗಳ ಶೈಕ್ಷಣಿಕ ಭವಿಷ್ಯಕ್ಕೆ ಧಕ್ಕೆಯಾಗಲಿದೆ. ಈಗಾಗಲೇ ವಿವಿಗಳಲ್ಲಿ ಸಿಬ್ಬಂದಿ ಕೊರತೆ ಇದೆ. ಪರೀಕ್ಷೆ ಹಾಗೂ ಫಲಿತಾಂಶಗಳು ವಿಳಂಬವಾಗುತ್ತಿವೆ. ಮೂಲಸೌಕರ್ಯ ಕಲ್ಪಿಸುವ ಬದಲು ಇಂತಹ ನಿರ್ಧಾರ ಕೈಗೊಳ್ಳುವುದು ಸರಿಯಲ್ಲ. ಸರ್ಕಾರ ಕೂಡಲೇ ತನ್ನ ನಿರ್ಧಾರ ಹಿಂಪಡೆಯಬೇಕು. ಇಲ್ಲದಿದ್ದರೆ ರಾಜ್ಯಾದ್ಯಂತ ತೀವ್ರ ಹೋರಾಟ ನಡೆಸಲಾಗುವುದು ಎಂದು ಎಚ್ಚರಿಸಿದರು. ಪದಾಧಿಕಾರಿಗಳು ಉಪಸ್ಥಿತರಿದ್ದರು.: [48, 2022, 393, 2154]
- bottom-photo-1: [48, 1887, 393, 2015]
- water-head: ಸಮರ್ಪಕ ಶುದ್ಧ ನೀರು ಪೂರೈಸಿ: ಸಚಿವ ಲಾಡ್: [345, 1199, 684, 1225]
- masthead: [0, 0, 1541, 154]
- solar-photo: [1125, 1714, 1509, 1829]
- vivek-photo: [1113, 1043, 1509, 1170]
